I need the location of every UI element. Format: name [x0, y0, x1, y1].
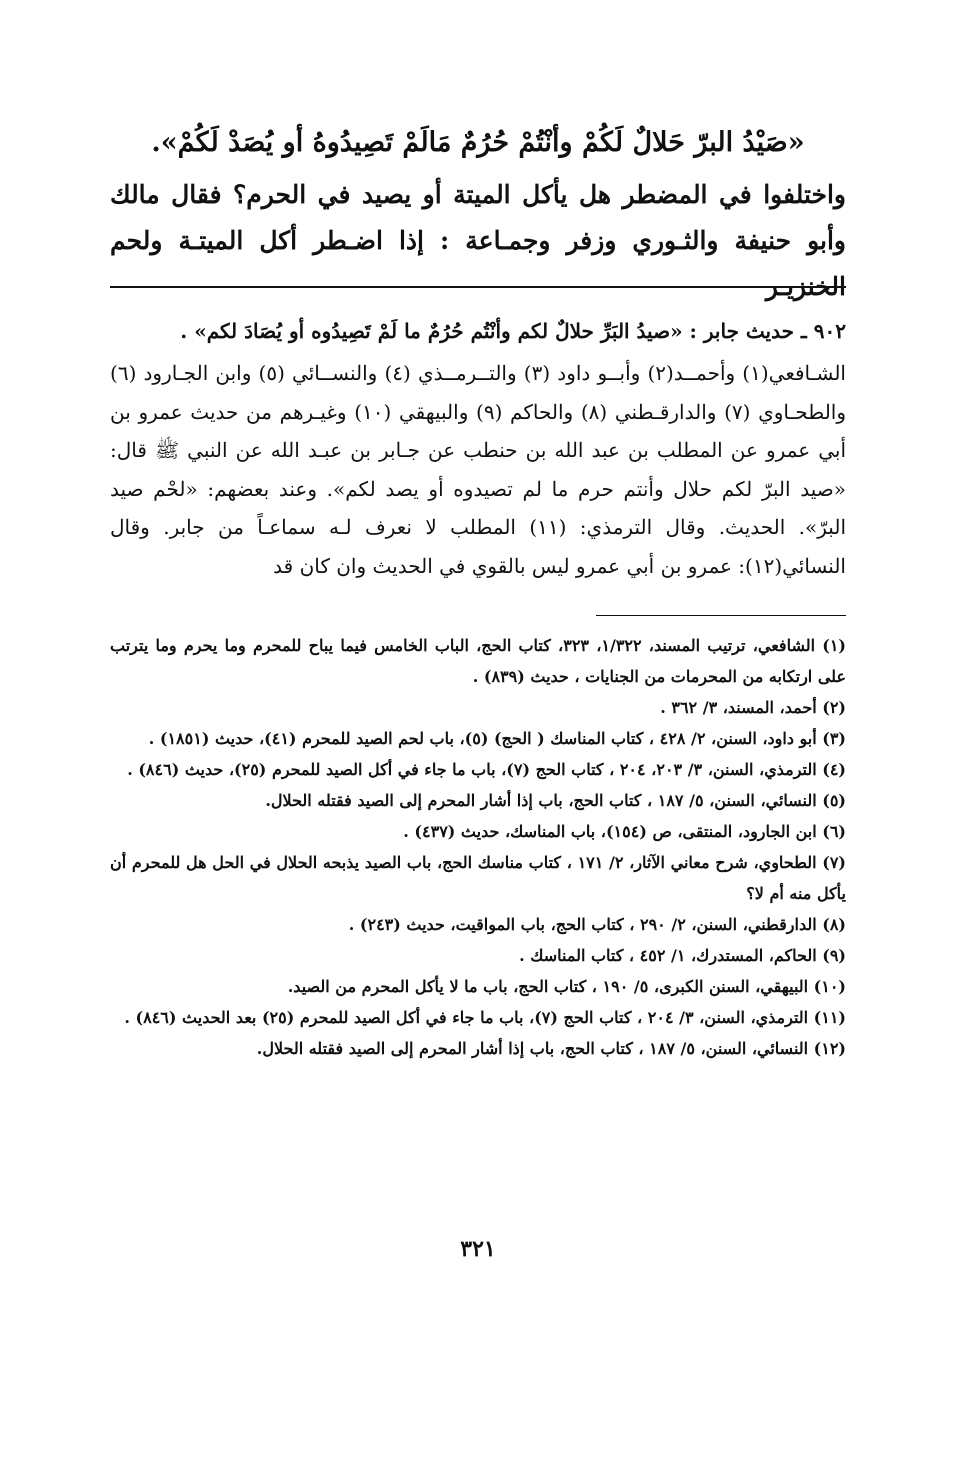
main-text-block	[110, 118, 846, 310]
footnote: (٢) أحمد، المسند، ٣/ ٣٦٢ .	[660, 698, 846, 717]
footnote-separator-rule	[596, 615, 846, 616]
footnote: (١٠) البيهقي، السنن الكبرى، ٥/ ١٩٠ ، كتاب الحج، باب ما لا يأكل المحرم من الصيد.	[287, 977, 846, 996]
footnote: (١٢) النسائي، السنن، ٥/ ١٨٧ ، كتاب الحج، باب إذا أشار المحرم إلى الصيد فقتله الحلال.	[256, 1039, 846, 1058]
hadith-heading: ٩٠٢ ـ حديث جابر : «صيدُ البَرِّ حلالٌ لكم وأنْتُم حُرُمٌ ما لَمْ تَصِيدُوه أو يُصَادَ لكم» .	[180, 319, 846, 343]
hadith-takhrij-block	[110, 312, 846, 585]
footnote: (٣) أبو داود، السنن، ٢/ ٤٢٨ ، كتاب المناسك ( الحج) (٥)، باب لحم الصيد للمحرم (٤١)، حديث (١٨٥١) .	[148, 729, 846, 748]
footnote: (٩) الحاكم، المستدرك، ١/ ٤٥٢ ، كتاب المناسك .	[519, 946, 846, 965]
footnote: (٨) الدارقطني، السنن، ٢/ ٢٩٠ ، كتاب الحج، باب المواقيت، حديث (٢٤٣) .	[348, 915, 846, 934]
footnote: (٥) النسائي، السنن، ٥/ ١٨٧ ، كتاب الحج، باب إذا أشار المحرم إلى الصيد فقتله الحلال.	[265, 791, 846, 810]
quran-quote: «صَيْدُ البرّ حَلالٌ لَكُمْ وأنْتُمْ حُرُمٌ مَالَمْ تَصِيدُوهُ أو يُصَدْ لَكُمْ».	[151, 127, 805, 158]
footnote: (٦) ابن الجارود، المنتقى، ص (١٥٤)، باب المناسك، حديث (٤٣٧) .	[403, 822, 846, 841]
footnotes-list	[110, 630, 846, 1064]
footnote: (٧) الطحاوي، شرح معاني الآثار، ٢/ ١٧١ ، كتاب مناسك الحج، باب الصيد يذبحه الحلال في الحل هل للمحرم أن يأكل منه أم لا؟	[110, 853, 846, 903]
main-separator-rule	[110, 286, 846, 288]
footnote: (٤) الترمذي، السنن، ٣/ ٢٠٣، ٢٠٤ ، كتاب الحج (٧)، باب ما جاء في أكل الصيد للمحرم (٢٥)، حديث (٨٤٦) .	[127, 760, 846, 779]
main-paragraph: واختلفوا في المضطر هل يأكل الميتة أو يصيد في الحرم؟ فقال مالك وأبو حنيفة والثـوري وزفر وجمـاعة : إذا اضـطر أكل الميتـة ولحم الخنزيـر	[110, 180, 846, 301]
footnote: (١١) الترمذي، السنن، ٣/ ٢٠٤ ، كتاب الحج (٧)، باب ما جاء في أكل الصيد للمحرم (٢٥) بعد الحديث (٨٤٦) .	[124, 1008, 846, 1027]
hadith-body: الشـافعي(١) وأحمــد(٢) وأبــو داود (٣) والتــرمــذي (٤) والنســائي (٥) وابن الجـارود (٦) والطحـاوي (٧) والدارقـطني (٨) والحاكم (٩) والبيهقي (١٠) وغيـرهم من حديث عمرو بن أبي عمرو عن المطلب بن عبد الله بن حنطب عن جـابر بن عبـد الله عن النبي ﷺ قال: «صيد البرّ لكم حلال وأنتم حرم ما لم تصيدوه أو يصد لكم». وعند بعضهم: «لحْم صيد البرّ». الحديث. وقال الترمذي: (١١) المطلب لا نعرف لـه سماعـاً من جابر. وقال النسائي(١٢): عمرو بن أبي عمرو ليس بالقوي في الحديث وان كان قد	[110, 361, 846, 578]
page-number: ٣٢١	[460, 1236, 496, 1262]
footnote: (١) الشافعي، ترتيب المسند، ١/٣٢٢، ٣٢٣، كتاب الحج، الباب الخامس فيما يباح للمحرم وما يحرم وما يترتب على ارتكابه من المحرمات من الجنايات ، حديث (٨٣٩) .	[110, 636, 846, 686]
